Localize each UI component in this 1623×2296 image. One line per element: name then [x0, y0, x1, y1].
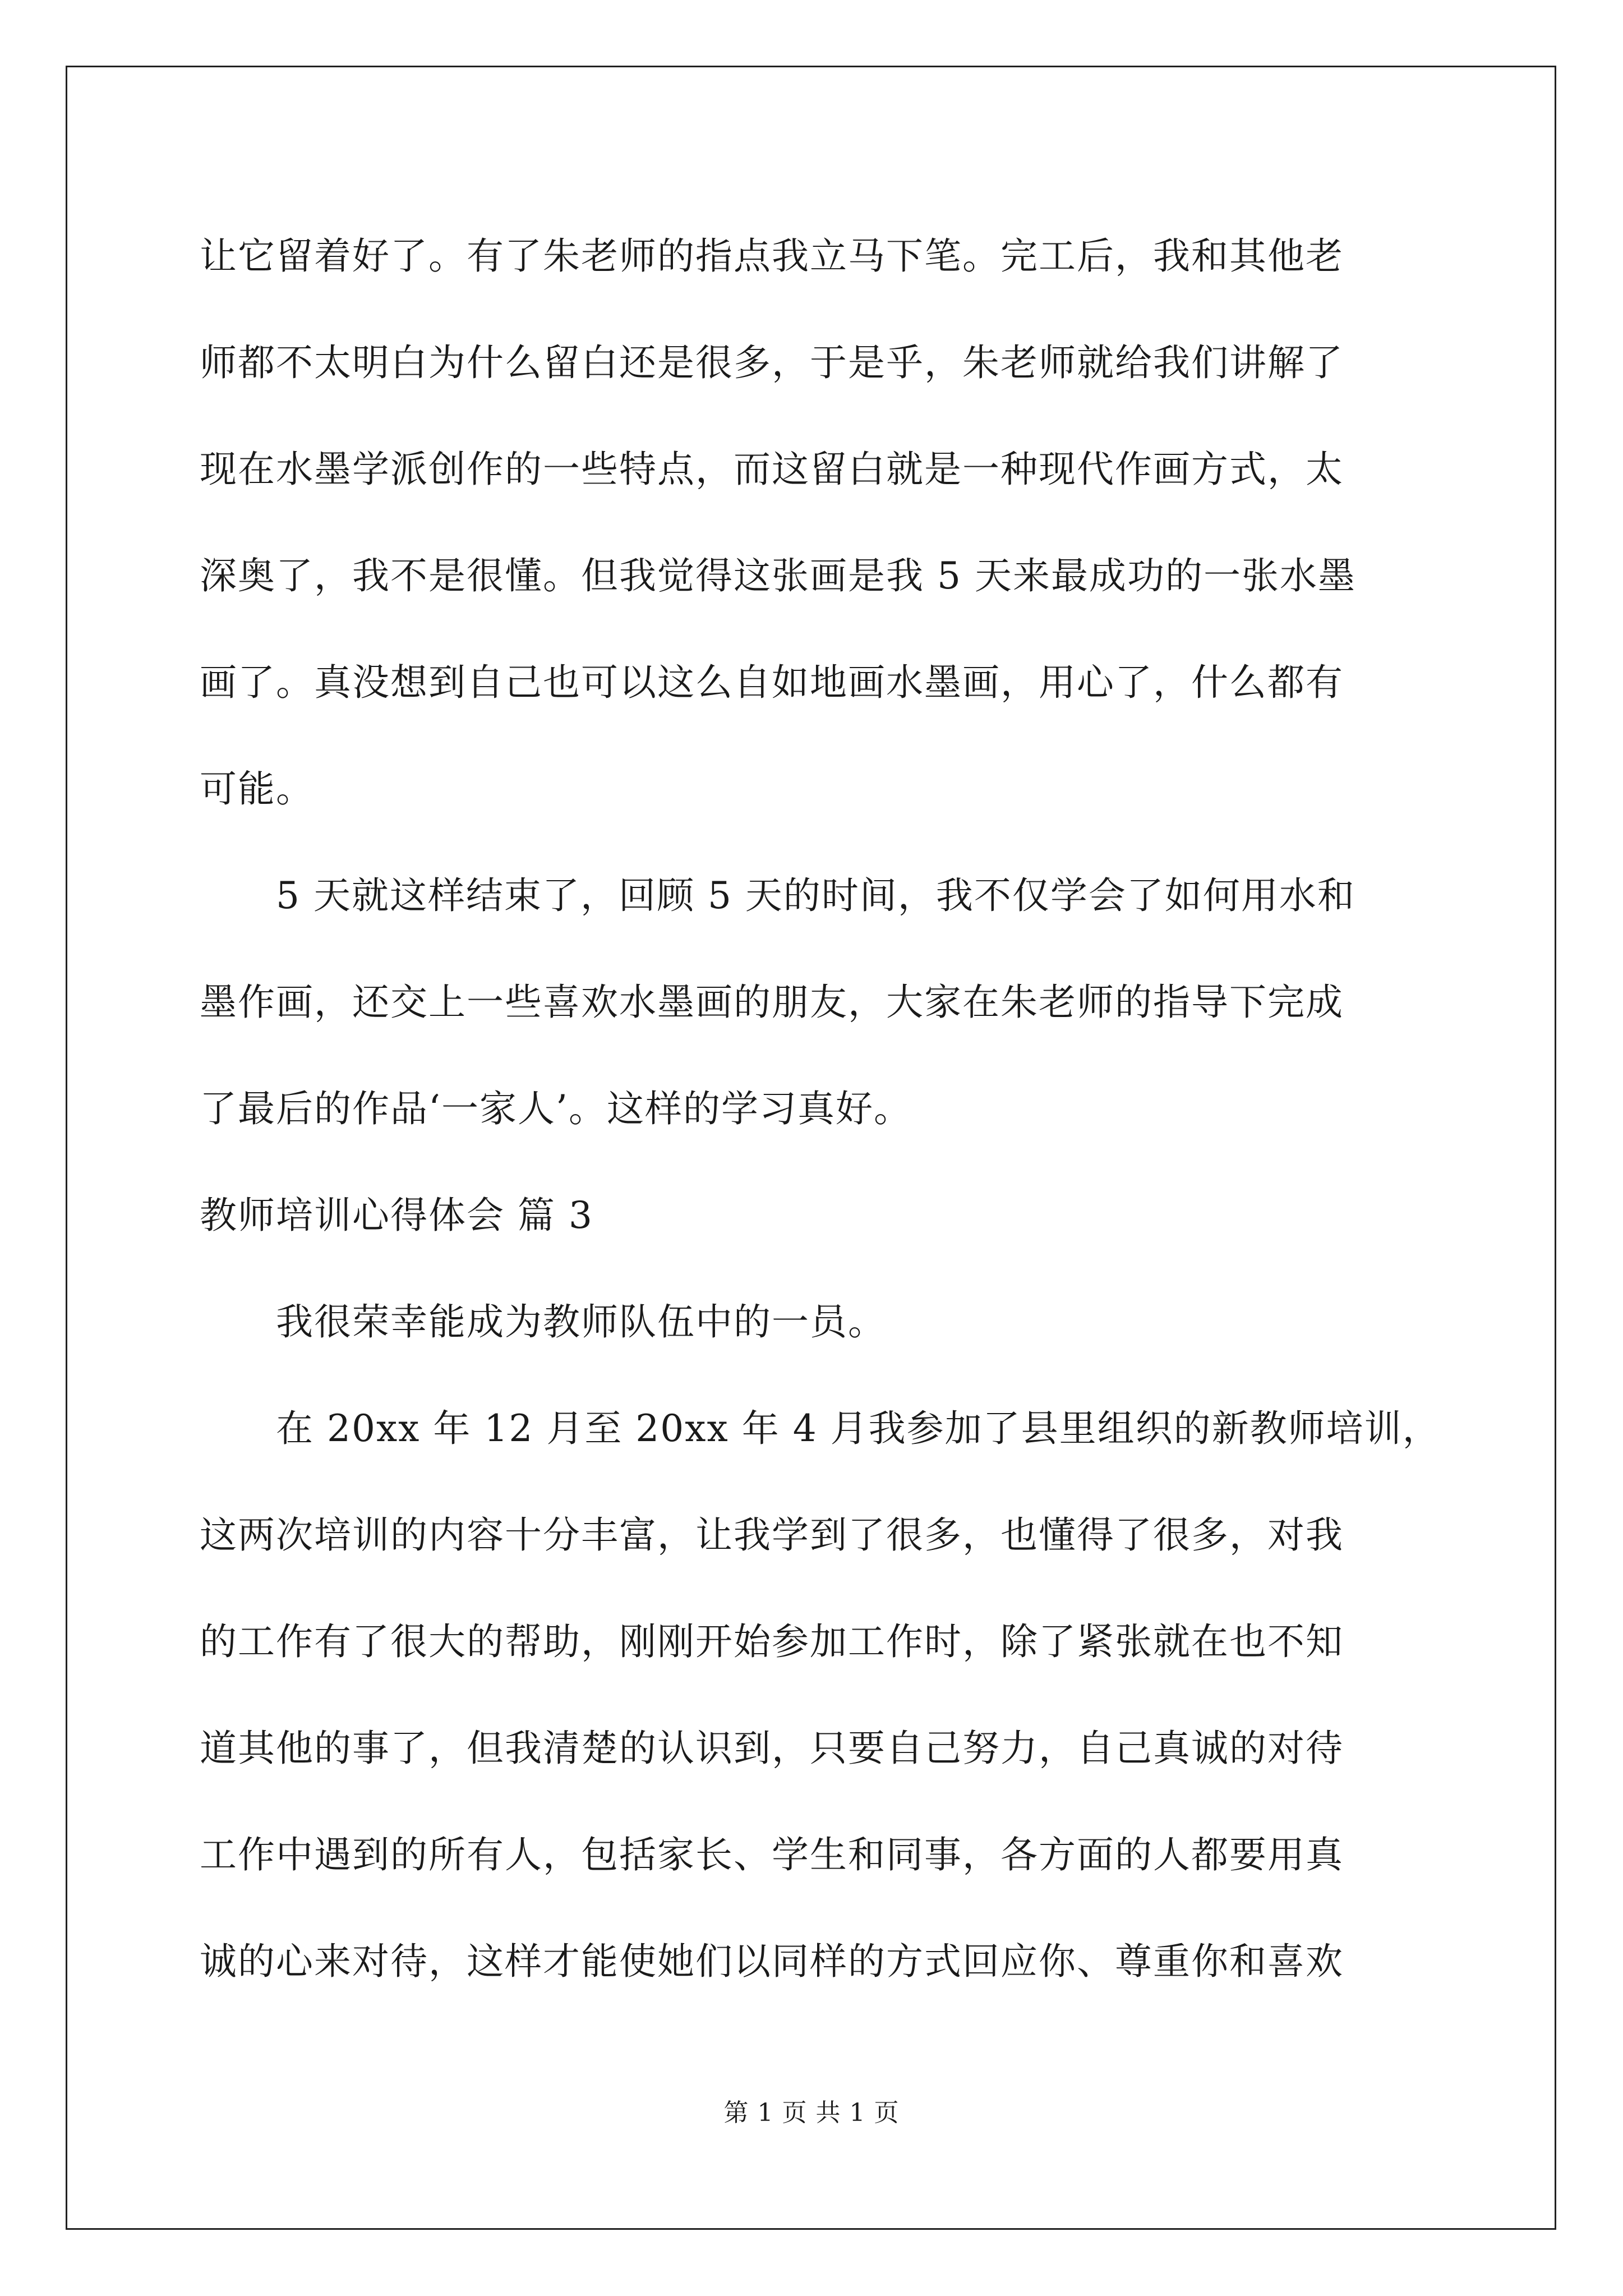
- document-body: [200, 203, 1441, 2015]
- paragraph-line: 师都不太明白为什么留白还是很多，于是乎，朱老师就给我们讲解了: [200, 341, 1344, 384]
- page-footer: 第 1 页 共 1 页: [723, 2099, 900, 2127]
- paragraph-line: 墨作画，还交上一些喜欢水墨画的朋友，大家在朱老师的指导下完成: [200, 981, 1344, 1024]
- paragraph-line: 现在水墨学派创作的一些特点，而这留白就是一种现代作画方式，太: [200, 448, 1344, 491]
- paragraph-line: 道其他的事了，但我清楚的认识到，只要自己努力，自己真诚的对待: [200, 1727, 1344, 1770]
- paragraph-line: 画了。真没想到自己也可以这么自如地画水墨画，用心了，什么都有: [200, 661, 1344, 704]
- paragraph-line: 工作中遇到的所有人，包括家长、学生和同事，各方面的人都要用真: [200, 1833, 1344, 1876]
- paragraph-line: 诚的心来对待，这样才能使她们以同样的方式回应你、尊重你和喜欢: [200, 1940, 1344, 1983]
- paragraph-line: 让它留着好了。有了朱老师的指点我立马下笔。完工后，我和其他老: [200, 234, 1344, 278]
- paragraph-line: 这两次培训的内容十分丰富，让我学到了很多，也懂得了很多，对我: [200, 1513, 1344, 1557]
- paragraph-line: 深奥了，我不是很懂。但我觉得这张画是我 5 天来最成功的一张水墨: [200, 554, 1356, 597]
- paragraph-line: 在 20xx 年 12 月至 20xx 年 4 月我参加了县里组织的新教师培训，: [276, 1407, 1441, 1450]
- paragraph-line: 了最后的作品‘一家人’。这样的学习真好。: [200, 1087, 912, 1130]
- paragraph-line: 可能。: [200, 767, 314, 811]
- paragraph-line: 的工作有了很大的帮助，刚刚开始参加工作时，除了紧张就在也不知: [200, 1620, 1344, 1663]
- paragraph-line: 我很荣幸能成为教师队伍中的一员。: [276, 1300, 886, 1343]
- section-heading: 教师培训心得体会 篇 3: [200, 1194, 593, 1237]
- paragraph-line: 5 天就这样结束了，回顾 5 天的时间，我不仅学会了如何用水和: [276, 874, 1355, 917]
